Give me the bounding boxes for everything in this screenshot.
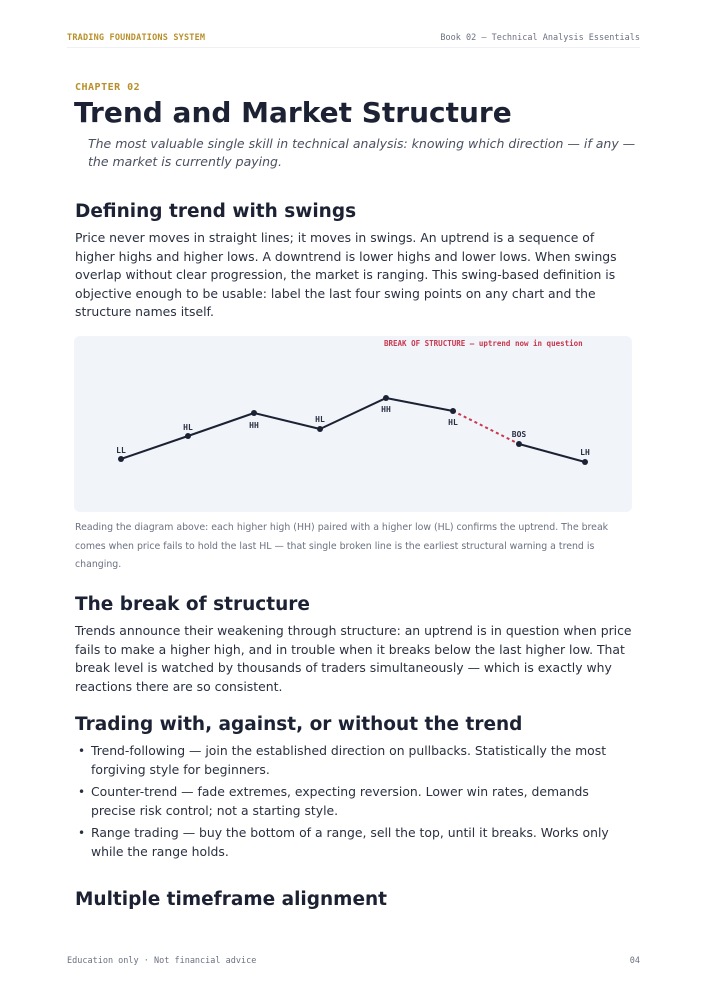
swing-label-hl-1: HL	[183, 423, 193, 432]
swing-point-hl-1	[185, 433, 191, 439]
uptrend-swing-line	[121, 398, 453, 459]
swing-point-ll	[118, 456, 124, 462]
swing-label-hh-1: HH	[249, 421, 259, 430]
book-name: Book 02 — Technical Analysis Essentials	[440, 33, 640, 43]
section-body-swings: Price never moves in straight lines; it moves in swings. An uptrend is a sequence of higher highs and higher lows. A downtrend is lower highs and lower lows. When swings overlap without clear progression, the market is ranging. This swing-based definition is objective enough to be usable: label the last four swing points on any chart and the structure names itself.	[75, 230, 617, 319]
chapter-label: CHAPTER 02	[75, 82, 141, 93]
list-item	[75, 783, 635, 820]
section-heading-swings: Defining trend with swings	[75, 201, 357, 222]
diagram-caption: Reading the diagram above: each higher high (HH) paired with a higher low (HL) confirms the uptrend. The break comes when price fails to hold the last HL — that single broken line is the earliest structural warning a trend is changing.	[75, 522, 609, 570]
swing-label-hh-2: HH	[381, 405, 391, 414]
page-title: Trend and Market Structure	[74, 96, 512, 129]
list-item	[75, 742, 635, 779]
swing-point-hl-2	[317, 426, 323, 432]
section-heading-trading-styles: Trading with, against, or without the trend	[75, 714, 523, 735]
bullet-dot-icon: •	[78, 744, 86, 758]
trading-styles-list	[75, 742, 635, 865]
swing-point-hl-3	[450, 408, 456, 414]
section-heading-break: The break of structure	[75, 594, 310, 615]
swing-point-bos	[516, 441, 522, 447]
running-header	[67, 32, 640, 48]
swing-label-hl-2: HL	[315, 415, 325, 424]
list-item-text: Trend-following — join the established direction on pullbacks. Statistically the most forgiving style for beginners.	[91, 743, 607, 777]
page-number: 04	[629, 956, 640, 966]
bullet-dot-icon: •	[78, 826, 86, 840]
list-item-text: Range trading — buy the bottom of a range, sell the top, until it breaks. Works only while the range holds.	[91, 825, 609, 859]
swing-label-lh: LH	[580, 448, 590, 457]
swing-label-ll: LL	[116, 446, 126, 455]
chapter-lede: The most valuable single skill in technical analysis: knowing which direction — if any — the market is currently paying.	[88, 136, 636, 169]
swing-point-lh	[582, 459, 588, 465]
list-item	[75, 824, 635, 861]
footer-disclaimer: Education only · Not financial advice	[67, 956, 257, 966]
break-of-structure-line	[453, 411, 519, 444]
break-of-structure-callout: BREAK OF STRUCTURE — uptrend now in question	[384, 339, 583, 348]
swing-label-bos: BOS	[511, 430, 527, 439]
swing-structure-diagram	[74, 336, 632, 512]
series-name: TRADING FOUNDATIONS SYSTEM	[67, 33, 206, 43]
swing-point-hh-2	[383, 395, 389, 401]
section-body-break: Trends announce their weakening through structure: an uptrend is in question when price fails to make a higher high, and in trouble when it breaks below the last higher low. That break level is watched by thousands of traders simultaneously — which is exactly why reactions there are so consistent.	[75, 623, 632, 694]
list-item-text: Counter-trend — fade extremes, expecting reversion. Lower win rates, demands precise risk control; not a starting style.	[91, 784, 589, 818]
swing-label-hl-3: HL	[448, 418, 458, 427]
section-heading-timeframes: Multiple timeframe alignment	[75, 889, 388, 910]
swing-structure-svg	[74, 336, 632, 512]
bullet-dot-icon: •	[78, 785, 86, 799]
lower-high-line	[519, 444, 585, 462]
swing-point-hh-1	[251, 410, 257, 416]
